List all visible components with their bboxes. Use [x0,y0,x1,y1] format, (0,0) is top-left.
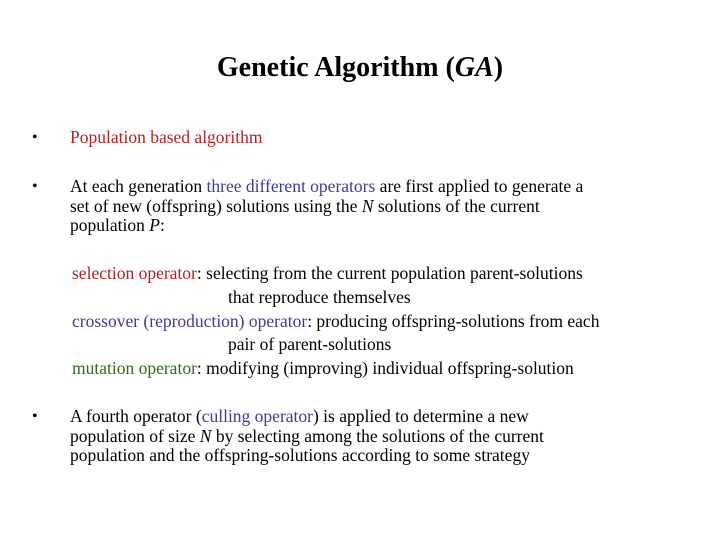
text: ) is applied to determine a new [312,406,529,426]
text: by selecting among the solutions of the current [211,425,544,446]
text: : producing offspring-solutions from each [307,310,600,331]
bullet-dot: • [32,129,38,146]
bullet-line [70,177,690,197]
text: population of size [70,425,200,446]
text: set of new (offspring) solutions using the [70,195,362,216]
selection-operator-line [72,262,692,286]
text: At each generation [70,176,207,196]
mutation-operator-name: mutation operator [72,358,197,379]
bullet-line [70,427,690,447]
text: : [159,215,165,235]
bullet-line [70,407,690,427]
operators-list [72,262,692,381]
bullet-line: population and the offspring-solutions according to some strategy [70,445,530,465]
text: solutions of the current [373,195,540,216]
selection-operator-name: selection operator [72,263,197,283]
title-abbreviation: GA [454,52,494,83]
three-operators-highlight: three different operators [206,176,376,196]
bullet-fourth-operator [32,406,690,466]
text: : selecting from the current population parent-solutions [196,263,583,283]
text: are first applied to generate a [375,176,584,196]
bullet-line [70,197,690,217]
crossover-operator-name: crossover (reproduction) operator [72,310,308,331]
crossover-operator-continuation: pair of parent-solutions [228,334,392,355]
n-variable: N [199,425,212,446]
bullet-dot: • [32,178,38,195]
slide-title [0,50,720,86]
bullet-population-based [32,127,690,148]
text: : modifying (improving) individual offspring-solution [196,358,574,379]
title-close-paren: ) [493,52,504,83]
mutation-operator-line [72,357,692,381]
culling-operator-highlight: culling operator [201,406,313,426]
n-variable: N [361,195,374,216]
crossover-operator-line [72,310,692,334]
bullet-dot: • [32,408,38,425]
bullet-text: Population based algorithm [70,127,263,147]
title-text: Genetic Algorithm ( [216,52,455,83]
text: population [70,215,150,235]
text: A fourth operator ( [70,406,202,426]
bullet-line [70,216,690,236]
selection-operator-continuation: that reproduce themselves [228,286,411,307]
p-variable: P [149,215,160,235]
bullet-each-generation [32,176,690,236]
